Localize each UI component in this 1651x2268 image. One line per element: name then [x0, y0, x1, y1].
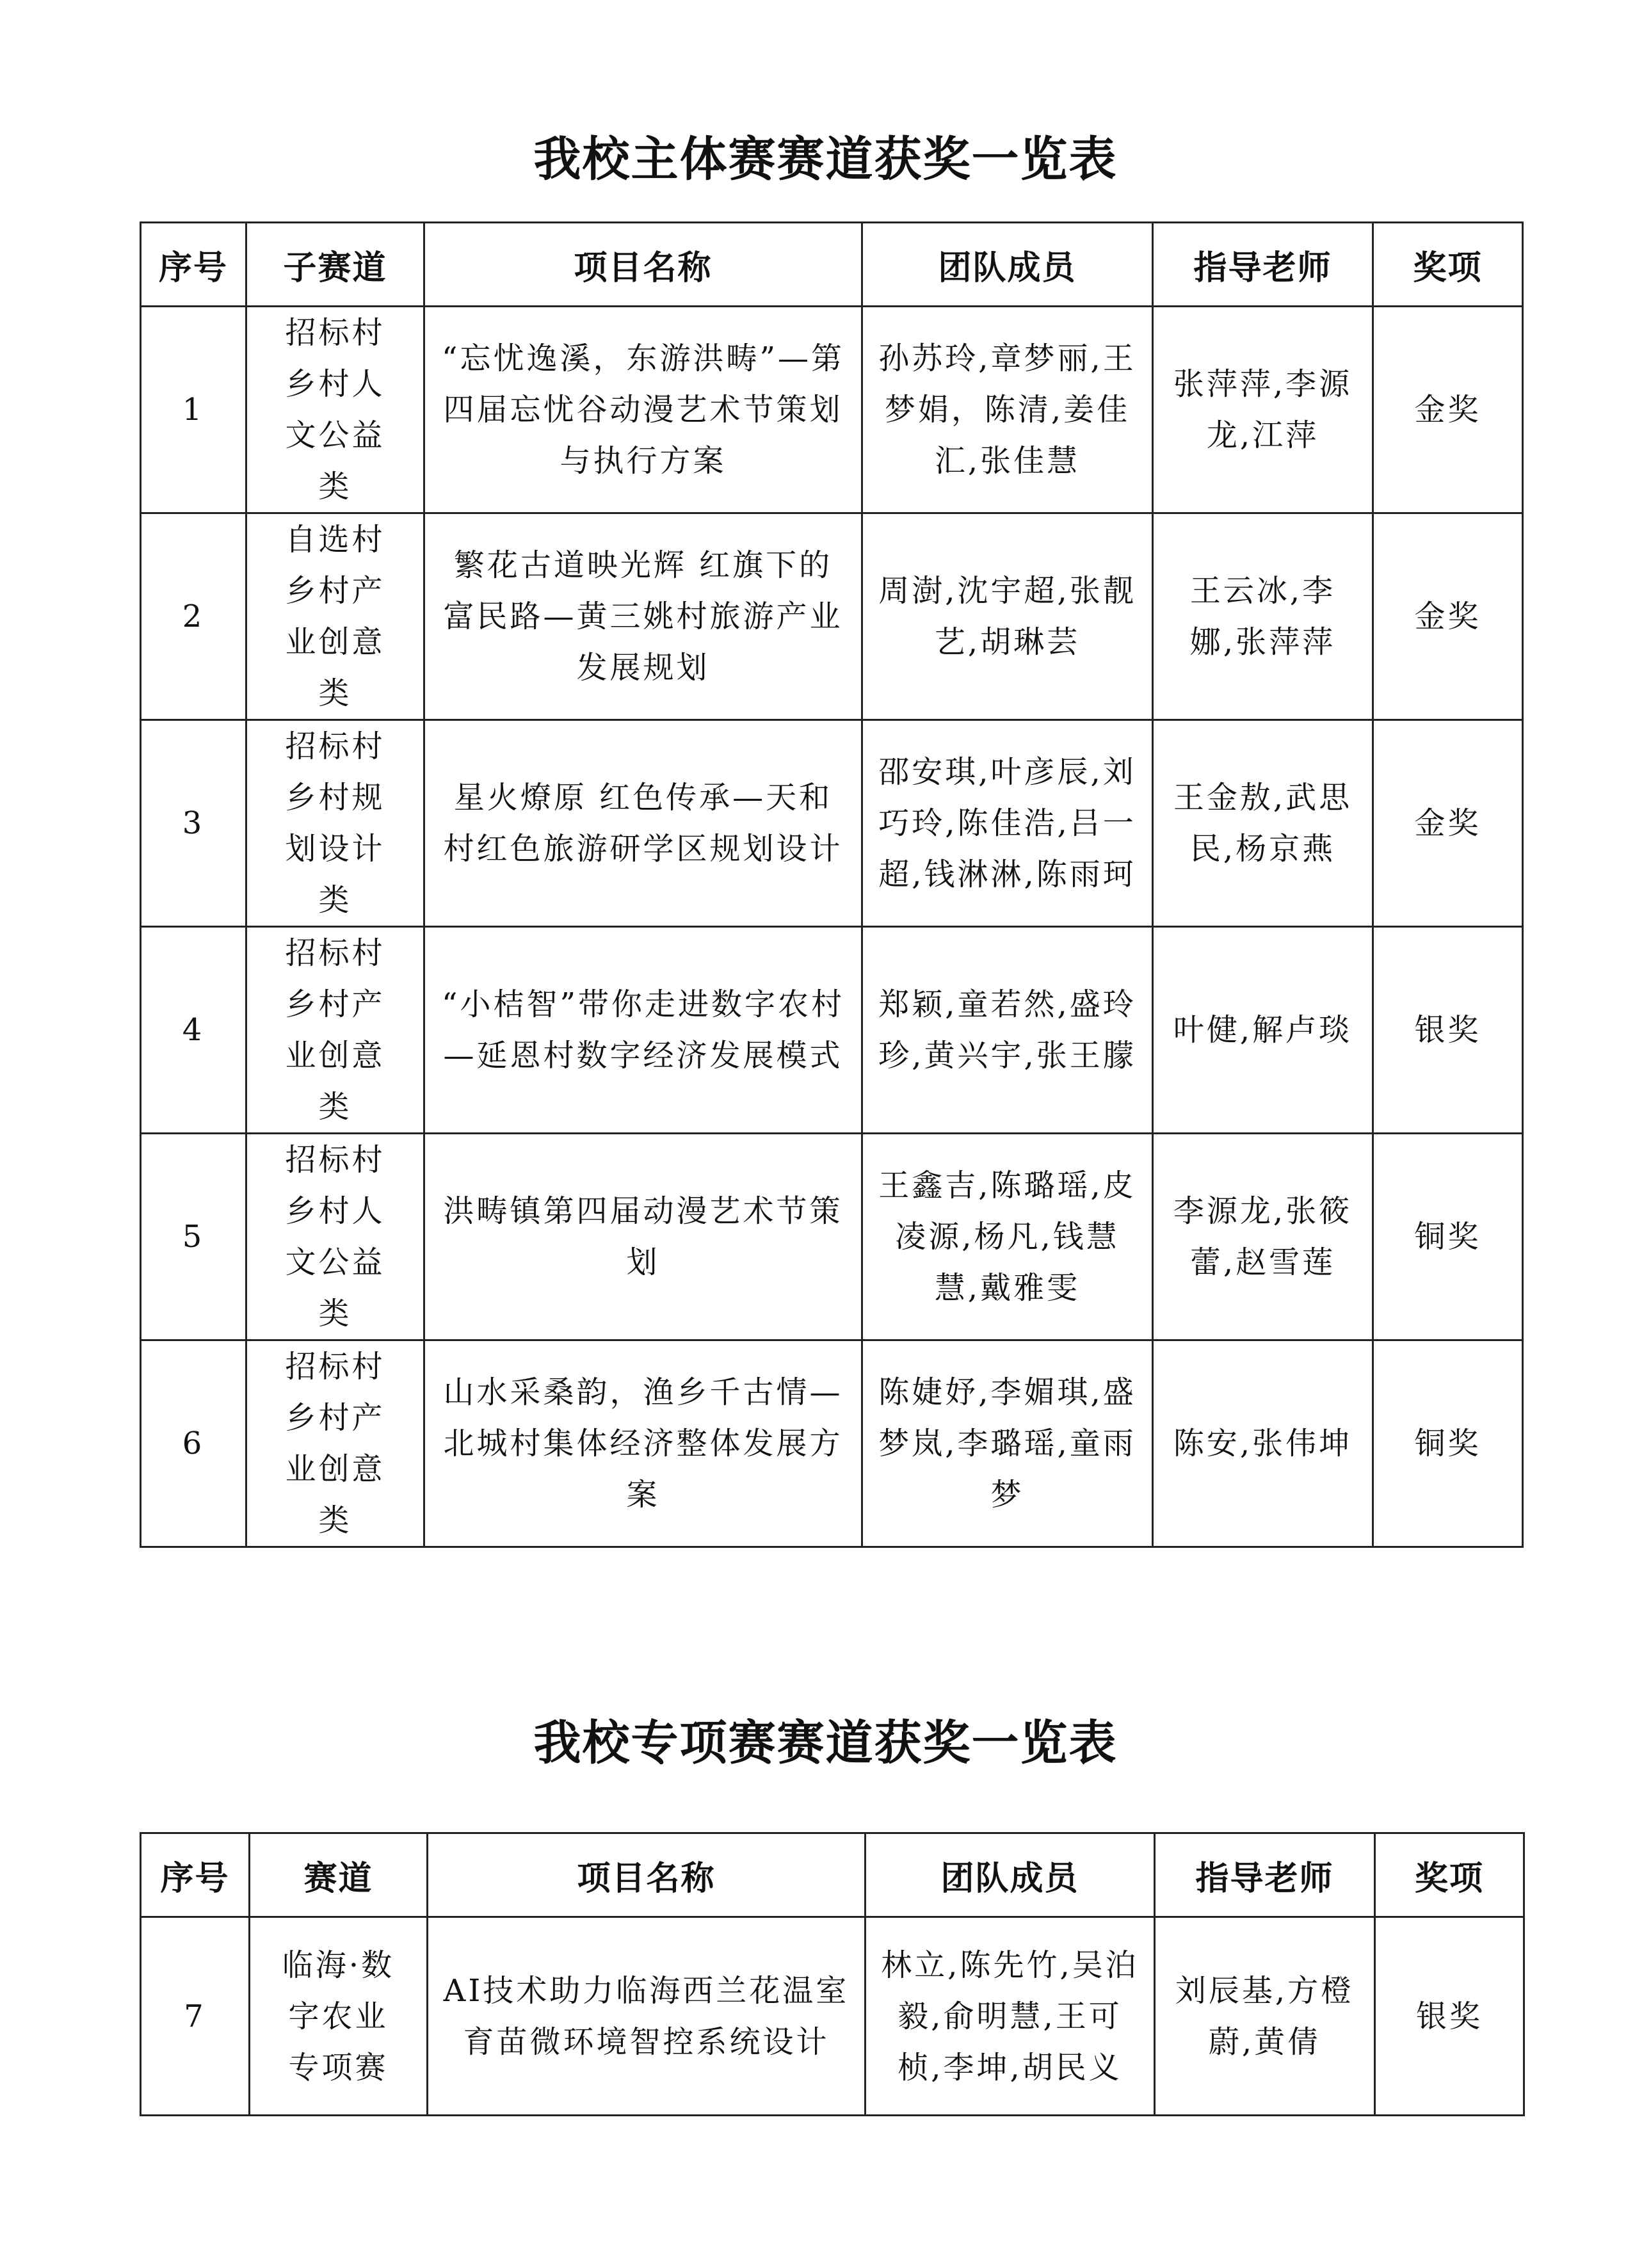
cell-team: 陈婕妤,李媚琪,盛梦岚,李璐瑶,童雨梦 — [862, 1340, 1153, 1547]
cell-team: 孙苏玲,章梦丽,王梦娟，陈清,姜佳汇,张佳慧 — [862, 307, 1153, 513]
cell-no: 6 — [141, 1340, 246, 1547]
table-row — [141, 513, 1523, 720]
cell-track: 招标村乡村产业创意类 — [246, 927, 424, 1134]
cell-project: 洪畴镇第四届动漫艺术节策划 — [424, 1134, 862, 1340]
cell-track: 招标村乡村人文公益类 — [246, 307, 424, 513]
table1-title: 我校主体赛赛道获奖一览表 — [533, 132, 1118, 187]
table-row — [141, 1134, 1523, 1340]
cell-no: 2 — [141, 513, 246, 720]
cell-no: 5 — [141, 1134, 246, 1340]
cell-no: 7 — [141, 1917, 250, 2116]
cell-project: 繁花古道映光辉 红旗下的富民路—黄三姚村旅游产业发展规划 — [424, 513, 862, 720]
cell-award: 金奖 — [1373, 513, 1523, 720]
cell-mentor: 叶健,解卢琰 — [1153, 927, 1373, 1134]
cell-project: AI技术助力临海西兰花温室育苗微环境智控系统设计 — [428, 1917, 866, 2116]
cell-team: 林立,陈先竹,吴泊毅,俞明慧,王可桢,李坤,胡民义 — [866, 1917, 1155, 2116]
cell-no: 1 — [141, 307, 246, 513]
cell-award: 金奖 — [1373, 307, 1523, 513]
cell-project: 星火燎原 红色传承—天和村红色旅游研学区规划设计 — [424, 720, 862, 927]
header-project: 项目名称 — [424, 223, 862, 307]
cell-mentor: 王金敖,武思民,杨京燕 — [1153, 720, 1373, 927]
table-row — [141, 720, 1523, 927]
cell-mentor: 李源龙,张筱蕾,赵雪莲 — [1153, 1134, 1373, 1340]
cell-track: 招标村乡村产业创意类 — [246, 1340, 424, 1547]
table-header-row — [141, 1833, 1524, 1917]
table-row — [141, 307, 1523, 513]
header-mentor: 指导老师 — [1155, 1833, 1375, 1917]
cell-project: “小桔智”带你走进数字农村—延恩村数字经济发展模式 — [424, 927, 862, 1134]
cell-team: 郑颖,童若然,盛玲珍,黄兴宇,张王朦 — [862, 927, 1153, 1134]
cell-mentor: 王云冰,李娜,张萍萍 — [1153, 513, 1373, 720]
table-row — [141, 927, 1523, 1134]
cell-award: 金奖 — [1373, 720, 1523, 927]
cell-no: 3 — [141, 720, 246, 927]
cell-team: 王鑫吉,陈璐瑶,皮凌源,杨凡,钱慧慧,戴雅雯 — [862, 1134, 1153, 1340]
header-team: 团队成员 — [862, 223, 1153, 307]
cell-track: 招标村乡村规划设计类 — [246, 720, 424, 927]
header-mentor: 指导老师 — [1153, 223, 1373, 307]
header-award: 奖项 — [1373, 223, 1523, 307]
cell-award: 铜奖 — [1373, 1134, 1523, 1340]
cell-team: 周澍,沈宇超,张靓艺,胡琳芸 — [862, 513, 1153, 720]
cell-project: 山水采桑韵，渔乡千古情—北城村集体经济整体发展方案 — [424, 1340, 862, 1547]
special-track-awards-table — [140, 1832, 1525, 2116]
main-track-awards-table — [140, 221, 1524, 1548]
header-no: 序号 — [141, 1833, 250, 1917]
cell-no: 4 — [141, 927, 246, 1134]
header-award: 奖项 — [1375, 1833, 1524, 1917]
table-header-row — [141, 223, 1523, 307]
cell-track: 自选村乡村产业创意类 — [246, 513, 424, 720]
cell-track: 招标村乡村人文公益类 — [246, 1134, 424, 1340]
cell-team: 邵安琪,叶彦辰,刘巧玲,陈佳浩,吕一超,钱淋淋,陈雨珂 — [862, 720, 1153, 927]
cell-mentor: 张萍萍,李源龙,江萍 — [1153, 307, 1373, 513]
cell-award: 银奖 — [1373, 927, 1523, 1134]
table-row — [141, 1917, 1524, 2116]
cell-mentor: 陈安,张伟坤 — [1153, 1340, 1373, 1547]
header-no: 序号 — [141, 223, 246, 307]
header-team: 团队成员 — [866, 1833, 1155, 1917]
cell-award: 银奖 — [1375, 1917, 1524, 2116]
header-project: 项目名称 — [428, 1833, 866, 1917]
cell-mentor: 刘辰基,方橙蔚,黄倩 — [1155, 1917, 1375, 2116]
cell-project: “忘忧逸溪，东游洪畴”—第四届忘忧谷动漫艺术节策划与执行方案 — [424, 307, 862, 513]
cell-award: 铜奖 — [1373, 1340, 1523, 1547]
header-subtrack: 子赛道 — [246, 223, 424, 307]
table2-title: 我校专项赛赛道获奖一览表 — [533, 1716, 1118, 1771]
cell-track: 临海·数字农业专项赛 — [250, 1917, 428, 2116]
header-track: 赛道 — [250, 1833, 428, 1917]
table-row — [141, 1340, 1523, 1547]
